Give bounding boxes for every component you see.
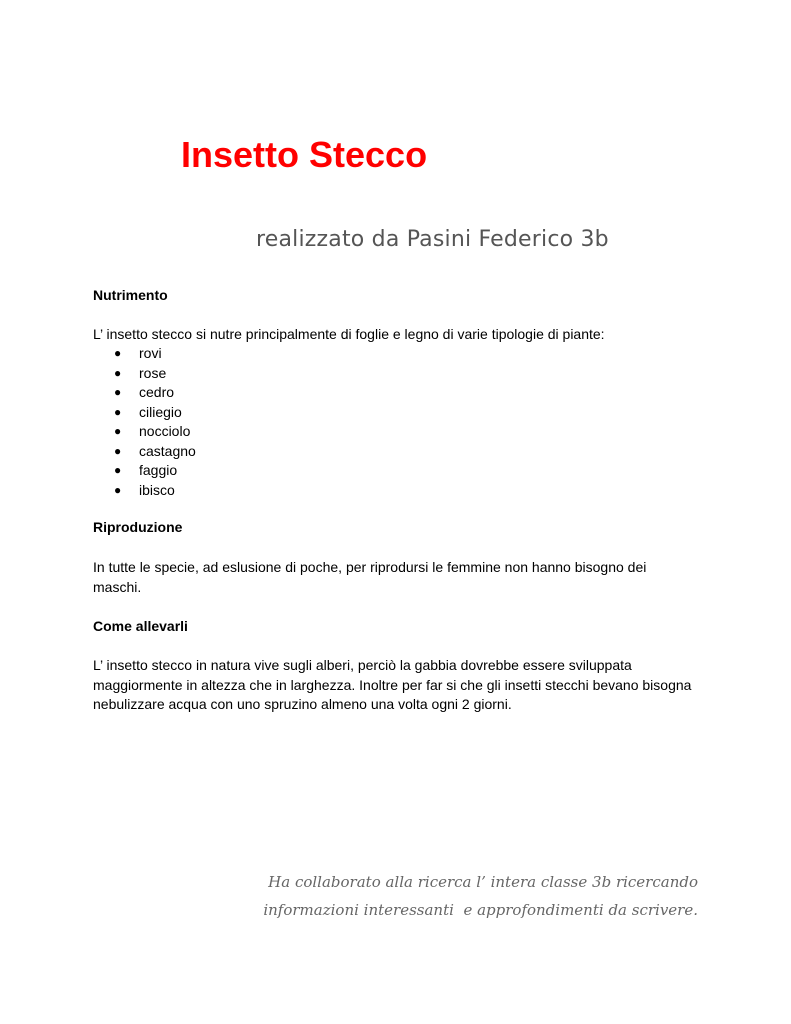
bullet-icon: ● [114, 482, 122, 497]
section-heading-riproduzione: Riproduzione [93, 519, 183, 535]
bullet-icon: ● [114, 365, 122, 380]
plant-name: rose [139, 364, 167, 381]
credit-line-1: Ha collaborato alla ricerca l’ intera classe 3b ricercando [268, 873, 698, 891]
list-item [93, 422, 196, 442]
list-item [93, 403, 196, 423]
document-subtitle: realizzato da Pasini Federico 3b [256, 227, 609, 252]
plant-name: ciliegio [139, 403, 182, 420]
nutrimento-intro: L’ insetto stecco si nutre principalmente di foglie e legno di varie tipologie di piante: [93, 326, 605, 342]
allevare-text: L’ insetto stecco in natura vive sugli alberi, perciò la gabbia dovrebbe essere sviluppata maggiormente in altezza che in larghezza. Inoltre per far si che gli insetti stecchi bevano bisogna nebulizzare acqua con uno spruzino almeno una volta ogni 2 giorni. [93, 657, 692, 712]
list-item [93, 442, 196, 462]
bullet-icon: ● [114, 463, 122, 477]
bullet-icon: ● [114, 404, 122, 419]
riproduzione-text: In tutte le specie, ad eslusione di poche, per riprodursi le femmine non hanno bisogno dei maschi. [93, 559, 647, 595]
bullet-icon: ● [114, 443, 122, 458]
plant-name: cedro [139, 384, 175, 400]
plant-name: nocciolo [139, 423, 191, 439]
credit-note [263, 868, 698, 924]
bullet-icon: ● [114, 346, 122, 360]
list-item [93, 383, 196, 403]
section-heading-nutrimento: Nutrimento [93, 287, 168, 303]
plant-name: ibisco [139, 481, 175, 498]
plant-name: faggio [139, 462, 178, 478]
document-title: Insetto Stecco [181, 134, 428, 175]
list-item [93, 364, 196, 384]
section-heading-come-allevarli: Come allevarli [93, 618, 188, 634]
list-item [93, 481, 196, 501]
plant-name: rovi [139, 345, 162, 361]
plant-name: castagno [139, 442, 196, 459]
plant-list [93, 344, 196, 500]
list-item [93, 461, 196, 481]
credit-line-2: informazioni interessanti e approfondimenti da scrivere. [263, 901, 698, 919]
bullet-icon: ● [114, 385, 122, 399]
list-item [93, 344, 196, 364]
bullet-icon: ● [114, 424, 122, 438]
